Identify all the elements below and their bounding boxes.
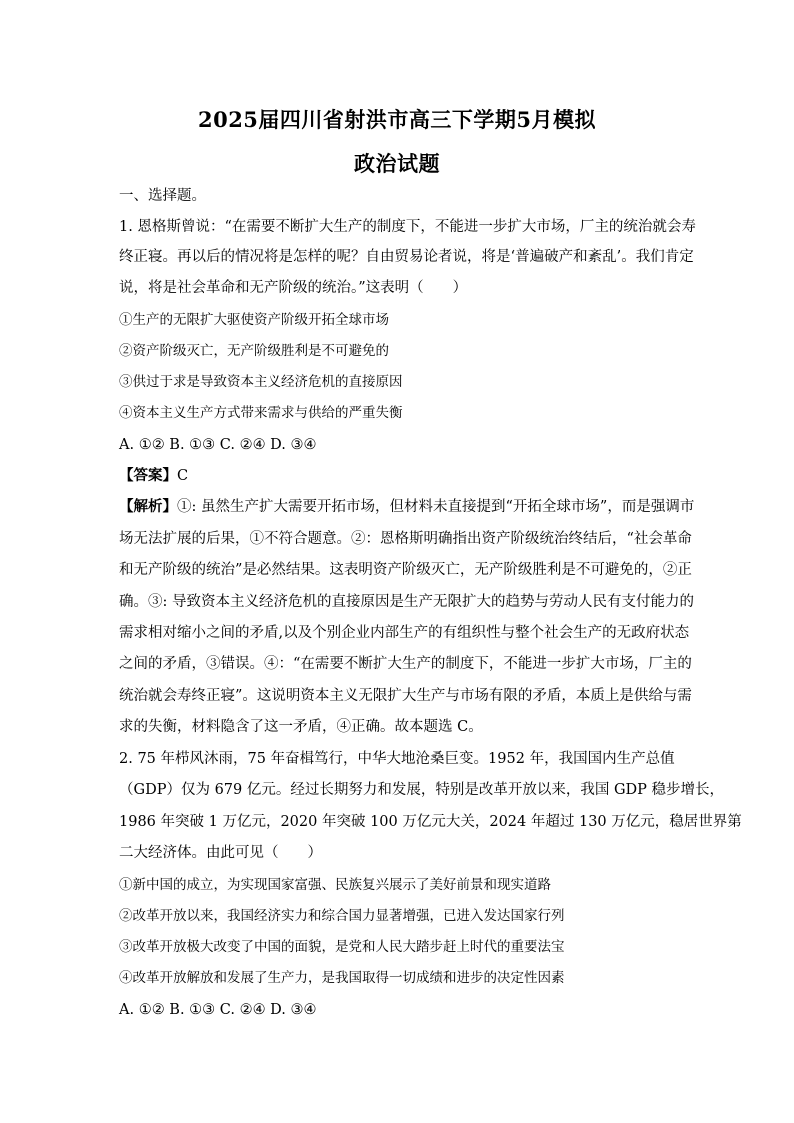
q1-choices: A. ①② B. ①③ C. ②④ D. ③④ [119, 437, 317, 453]
q1-analysis-line: 需求相对缩小之间的矛盾,以及个别企业内部生产的有组织性与整个社会生产的无政府状态 [119, 625, 690, 641]
q1-analysis-line: 求的失衡，材料隐含了这一矛盾，④正确。故本题选 C。 [119, 719, 483, 735]
exam-title: 2025届四川省射洪市高三下学期5月模拟 [197, 107, 597, 132]
section-heading: 一、选择题。 [119, 188, 206, 204]
q1-option: ③供过于求是导致资本主义经济危机的直接原因 [119, 374, 403, 390]
analysis-label: 【解析】 [119, 498, 177, 515]
q2-option: ①新中国的成立，为实现国家富强、民族复兴展示了美好前景和现实道路 [119, 877, 551, 893]
q2-option: ②改革开放以来，我国经济实力和综合国力显著增强，已进入发达国家行列 [119, 908, 565, 924]
q1-analysis-line: 和无产阶级的统治”是必然结果。这表明资产阶级灭亡，无产阶级胜利是不可避免的，②正 [119, 562, 692, 578]
answer-label: 【答案】 [119, 467, 177, 484]
q1-option: ②资产阶级灭亡，无产阶级胜利是不可避免的 [119, 343, 389, 359]
exam-subtitle: 政治试题 [354, 151, 440, 176]
q2-stem-line: 1986 年突破 1 万亿元，2020 年突破 100 万亿元大关，2024 年超过 130 万亿元，稳居世界第 [119, 814, 742, 830]
q1-stem-line: 说，将是社会革命和无产阶级的统治。”这表明（ ） [119, 280, 468, 296]
analysis-text: ①: 虽然生产扩大需要开拓市场，但材料未直接提到“开拓全球市场”，而是强调市 [177, 499, 695, 515]
q1-analysis-line: 统治就会寿终正寝”。这说明资本主义无限扩大生产与市场有限的矛盾，本质上是供给与需 [119, 688, 692, 704]
q1-analysis-line: 确。③: 导致资本主义经济危机的直接原因是生产无限扩大的趋势与劳动人民有支付能力的 [119, 594, 694, 610]
q2-stem-line: （GDP）仅为 679 亿元。经过长期努力和发展，特别是改革开放以来，我国 GDP 稳步增长， [119, 782, 725, 798]
q1-analysis-line [119, 497, 695, 517]
q1-stem-line: 终正寝。再以后的情况将是怎样的呢？自由贸易论者说，将是‘普遍破产和紊乱’。我们肯定 [119, 249, 694, 265]
q1-stem-line: 1. 恩格斯曾说：“在需要不断扩大生产的制度下，不能进一步扩大市场，厂主的统治就会寿 [119, 219, 696, 235]
q1-analysis-line: 场无法扩展的后果，①不符合题意。②：恩格斯明确指出资产阶级统治终结后，“社会革命 [119, 531, 692, 547]
answer-value: C [177, 468, 189, 484]
q1-answer [119, 466, 679, 486]
q2-choices: A. ①② B. ①③ C. ②④ D. ③④ [119, 1002, 317, 1018]
q1-option: ①生产的无限扩大驱使资产阶级开拓全球市场 [119, 312, 389, 328]
q2-option: ③改革开放极大改变了中国的面貌，是党和人民大踏步赶上时代的重要法宝 [119, 939, 565, 955]
q1-analysis-line: 之间的矛盾，③错误。④：“在需要不断扩大生产的制度下，不能进一步扩大市场，厂主的 [119, 656, 692, 672]
q1-option: ④资本主义生产方式带来需求与供给的严重失衡 [119, 405, 403, 421]
q2-stem-line: 二大经济体。由此可见（ ） [119, 845, 322, 861]
q2-stem-line: 2. 75 年栉风沐雨，75 年奋楫笃行，中华大地沧桑巨变。1952 年，我国国内生产总值 [119, 751, 675, 767]
q2-option: ④改革开放解放和发展了生产力，是我国取得一切成绩和进步的决定性因素 [119, 970, 565, 986]
